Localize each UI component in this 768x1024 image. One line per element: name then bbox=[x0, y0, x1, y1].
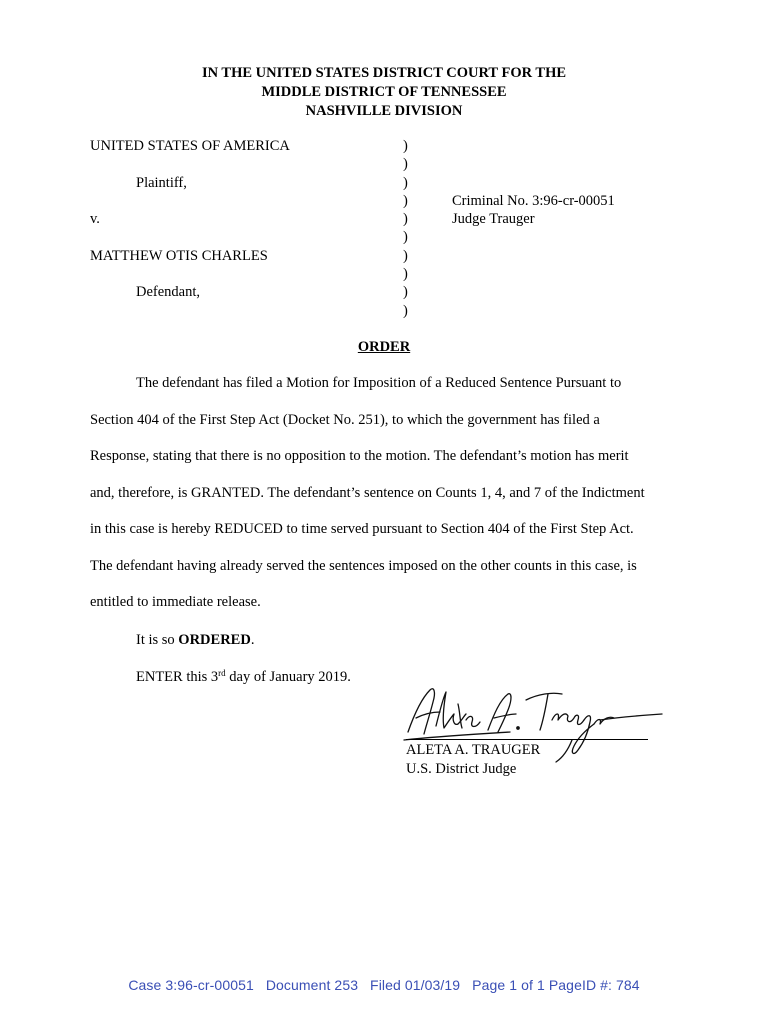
caption-paren: ) bbox=[403, 247, 408, 264]
assigned-judge: Judge Trauger bbox=[452, 211, 535, 228]
ecf-footer: Case 3:96-cr-00051 Document 253 Filed 01/03/19 Page 1 of 1 PageID #: 784 bbox=[128, 977, 640, 993]
enter-ordinal: rd bbox=[218, 668, 226, 678]
court-header-line-1: IN THE UNITED STATES DISTRICT COURT FOR THE bbox=[201, 65, 567, 81]
order-body bbox=[90, 374, 680, 630]
caption-paren: ) bbox=[403, 138, 408, 154]
so-ordered-line bbox=[136, 631, 254, 650]
defendant-name: MATTHEW OTIS CHARLES bbox=[90, 247, 268, 264]
order-body-line: Response, stating that there is no opposition to the motion. The defendant’s motion has merit bbox=[90, 448, 629, 464]
case-info bbox=[452, 192, 615, 229]
plaintiff-name: UNITED STATES OF AMERICA bbox=[90, 138, 290, 154]
enter-suffix: day of January 2019. bbox=[225, 669, 351, 685]
court-header-line-2: MIDDLE DISTRICT OF TENNESSEE bbox=[261, 84, 507, 100]
order-body-line: The defendant has filed a Motion for Imposition of a Reduced Sentence Pursuant to bbox=[136, 375, 622, 391]
caption-paren: ) bbox=[403, 174, 408, 191]
enter-prefix: ENTER this 3 bbox=[136, 669, 219, 685]
caption-spacer bbox=[90, 192, 390, 210]
court-header-line-3: NASHVILLE DIVISION bbox=[305, 103, 463, 119]
caption-paren: ) bbox=[403, 302, 408, 319]
plaintiff-role: Plaintiff, bbox=[136, 174, 187, 191]
enter-date-line bbox=[136, 668, 351, 687]
signature-text: Aleta A. Trauger bbox=[400, 670, 407, 671]
order-body-line: and, therefore, is GRANTED. The defendant’s sentence on Counts 1, 4, and 7 of the Indictment bbox=[90, 484, 645, 501]
caption-paren: ) bbox=[403, 192, 408, 209]
signer-title: U.S. District Judge bbox=[406, 760, 517, 777]
caption-paren: ) bbox=[403, 211, 408, 228]
order-body-line: entitled to immediate release. bbox=[90, 594, 261, 610]
order-body-line: Section 404 of the First Step Act (Docket No. 251), to which the government has filed a bbox=[90, 411, 600, 428]
order-body-line: in this case is hereby REDUCED to time served pursuant to Section 404 of the First Step Act. bbox=[90, 521, 634, 537]
order-body-line: The defendant having already served the sentences imposed on the other counts in this case, is bbox=[90, 557, 637, 574]
case-number: Criminal No. 3:96-cr-00051 bbox=[452, 193, 615, 209]
signature-line bbox=[406, 739, 648, 740]
caption-paren: ) bbox=[403, 156, 408, 173]
caption-paren-column bbox=[403, 137, 415, 320]
court-header bbox=[0, 64, 768, 121]
so-ordered-bold: ORDERED bbox=[178, 632, 251, 648]
signer-name: ALETA A. TRAUGER bbox=[406, 742, 541, 758]
caption-paren: ) bbox=[403, 284, 408, 301]
caption-spacer bbox=[90, 265, 390, 283]
order-title: ORDER bbox=[357, 339, 411, 355]
versus-label: v. bbox=[90, 211, 100, 228]
so-ordered-prefix: It is so bbox=[136, 632, 179, 648]
case-caption-parties bbox=[90, 137, 390, 302]
so-ordered-suffix: . bbox=[250, 632, 255, 648]
signer-block bbox=[406, 741, 540, 778]
caption-spacer bbox=[90, 228, 390, 246]
defendant-role: Defendant, bbox=[136, 284, 201, 301]
caption-paren: ) bbox=[403, 229, 408, 246]
caption-spacer bbox=[90, 155, 390, 173]
caption-paren: ) bbox=[403, 266, 408, 283]
